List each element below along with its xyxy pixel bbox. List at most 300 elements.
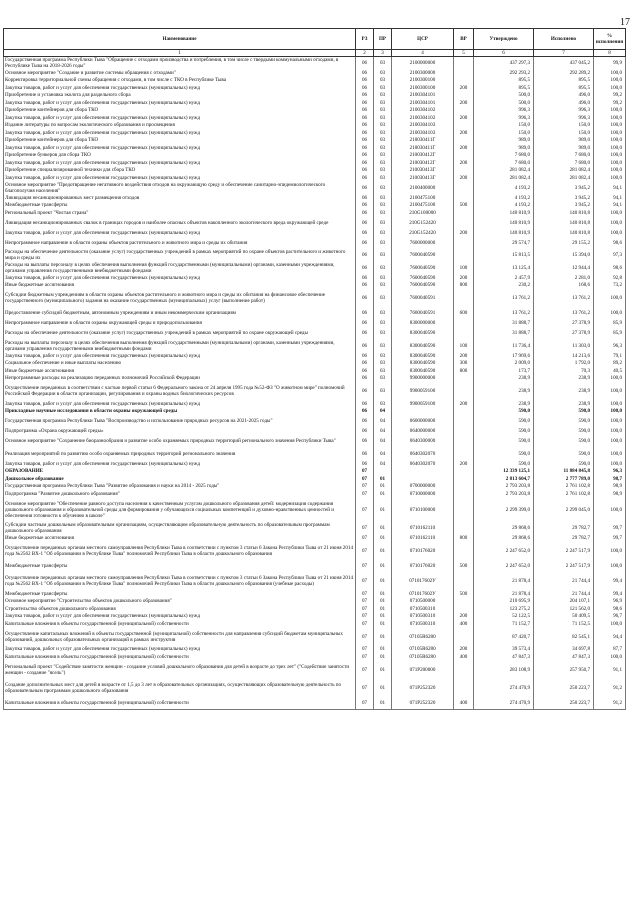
table-row	[4, 289, 626, 307]
row-name: Расходы на выплаты персоналу в целях обеспечения выполнения функций государственными (муниципальными) органами, казенными учреждениями, органами управления государственными внебюджетными фондами	[4, 340, 356, 353]
row-name: Закупка товаров, работ и услуг для обеспечения государственных (муниципальных) нужд	[4, 129, 356, 137]
row-name: Социальное обеспечение и иные выплаты населению	[4, 360, 356, 368]
table-row	[4, 498, 626, 522]
row-rz: 07	[356, 598, 374, 606]
table-row	[4, 375, 626, 383]
row-rz: 06	[356, 194, 374, 202]
row-approved: 238,9	[474, 382, 534, 400]
row-percent: 96,3	[594, 340, 626, 353]
row-pr: 01	[374, 628, 392, 646]
row-approved: 292 293,2	[474, 69, 534, 77]
row-vr: 600	[454, 307, 474, 320]
row-executed: 34 697,8	[534, 646, 594, 654]
row-pr: 01	[374, 646, 392, 654]
row-percent: 100,0	[594, 400, 626, 408]
row-pr: 03	[374, 77, 392, 85]
row-rz: 07	[356, 475, 374, 483]
row-vr	[454, 415, 474, 428]
row-executed: 281 082,4	[534, 174, 594, 182]
row-pr: 01	[374, 598, 392, 606]
table-row	[4, 194, 626, 202]
row-executed: 27 378,9	[534, 327, 594, 340]
row-approved: 4 193,2	[474, 194, 534, 202]
row-percent: 100,0	[594, 229, 626, 237]
row-rz: 07	[356, 534, 374, 542]
row-pr: 03	[374, 282, 392, 290]
row-percent: 100,0	[594, 289, 626, 307]
row-name: Субсидии частным дошкольным образовательным организациям, осуществляющим образовательную деятельность по образовательным программам дошкольного образования	[4, 522, 356, 535]
row-percent: 100,0	[594, 69, 626, 77]
row-csr: 9900000000	[392, 375, 454, 383]
row-approved: 2 009,0	[474, 360, 534, 368]
row-csr: 0710500310	[392, 620, 454, 628]
row-csr: 7600040590	[392, 274, 454, 282]
col-number: 5	[454, 50, 474, 57]
row-csr: 210G100000	[392, 209, 454, 217]
row-name: Закупка товаров, работ и услуг для обеспечения государственных (муниципальных) нужд	[4, 646, 356, 654]
row-percent: 97,3	[594, 249, 626, 262]
row-vr: 100	[454, 262, 474, 275]
row-pr: 01	[374, 483, 392, 491]
row-percent: 98,6	[594, 605, 626, 613]
row-pr: 03	[374, 202, 392, 210]
table-row	[4, 152, 626, 160]
row-csr: 0710162110	[392, 522, 454, 535]
row-approved: 230,2	[474, 282, 534, 290]
row-pr: 03	[374, 107, 392, 115]
row-approved: 31 888,7	[474, 327, 534, 340]
row-percent: 100,0	[594, 408, 626, 416]
row-vr: 800	[454, 534, 474, 542]
row-rz: 06	[356, 448, 374, 461]
row-csr: 0640302070	[392, 448, 454, 461]
row-percent: 98,7	[594, 475, 626, 483]
row-approved: 140 810,9	[474, 217, 534, 230]
row-name: Иные бюджетные ассигнования	[4, 367, 356, 375]
row-approved: 12 339 125,1	[474, 468, 534, 476]
row-percent: 100,0	[594, 653, 626, 661]
row-vr	[454, 490, 474, 498]
table-header-row	[4, 29, 626, 50]
row-vr	[454, 182, 474, 195]
row-rz: 06	[356, 262, 374, 275]
row-vr	[454, 572, 474, 590]
table-row	[4, 159, 626, 167]
row-csr: 0710500310	[392, 613, 454, 621]
row-rz: 06	[356, 360, 374, 368]
row-name: Межбюджетные трансферты	[4, 560, 356, 573]
row-vr	[454, 542, 474, 560]
table-row	[4, 661, 626, 679]
row-vr: 400	[454, 697, 474, 710]
row-vr: 200	[454, 229, 474, 237]
row-csr: 071P252320	[392, 679, 454, 697]
row-vr	[454, 194, 474, 202]
row-percent: 85,9	[594, 327, 626, 340]
row-pr: 03	[374, 122, 392, 130]
row-pr: 03	[374, 152, 392, 160]
row-percent: 98,6	[594, 262, 626, 275]
table-row	[4, 99, 626, 107]
row-pr: 03	[374, 167, 392, 175]
row-vr: 200	[454, 129, 474, 137]
row-approved: 13 761,2	[474, 307, 534, 320]
row-approved: 140 810,9	[474, 229, 534, 237]
row-name: Ликвидация несанкционированных свалок в границах городов и наиболее опасных объектов накопленного экологического вреда окружающей среде	[4, 217, 356, 230]
row-executed: 14 213,6	[534, 352, 594, 360]
row-csr: 0710100000	[392, 498, 454, 522]
row-percent: 73,2	[594, 282, 626, 290]
row-name: Непрограммное направление в области охраны окружающей среды и природопользования	[4, 320, 356, 328]
row-percent: 100,0	[594, 217, 626, 230]
col-header-rz: РЗ	[356, 29, 374, 50]
row-vr: 200	[454, 174, 474, 182]
table-row	[4, 483, 626, 491]
row-pr: 03	[374, 84, 392, 92]
row-rz: 07	[356, 483, 374, 491]
row-rz: 06	[356, 114, 374, 122]
row-approved: 996,3	[474, 114, 534, 122]
row-executed: 29 155,2	[534, 237, 594, 250]
row-approved: 7 680,0	[474, 159, 534, 167]
row-rz: 07	[356, 590, 374, 598]
row-vr: 800	[454, 367, 474, 375]
row-executed: 2 777 789,0	[534, 475, 594, 483]
row-approved: 590,0	[474, 448, 534, 461]
row-name: Иные бюджетные ассигнования	[4, 282, 356, 290]
row-executed: 292 289,2	[534, 69, 594, 77]
row-name: Приобретение контейнеров для сбора ТКО	[4, 107, 356, 115]
row-pr: 01	[374, 475, 392, 483]
row-rz: 06	[356, 289, 374, 307]
row-percent: 98,6	[594, 237, 626, 250]
row-executed: 496,0	[534, 92, 594, 100]
row-csr: 2100304103	[392, 129, 454, 137]
row-executed: 7 680,0	[534, 152, 594, 160]
row-csr: 2100304101	[392, 99, 454, 107]
row-rz: 06	[356, 282, 374, 290]
row-pr: 03	[374, 340, 392, 353]
table-row	[4, 202, 626, 210]
row-executed: 50 409,5	[534, 613, 594, 621]
row-csr: 071P200000	[392, 661, 454, 679]
table-row	[4, 249, 626, 262]
row-vr	[454, 448, 474, 461]
row-approved: 2 457,9	[474, 274, 534, 282]
row-executed: 257 950,7	[534, 661, 594, 679]
row-rz: 06	[356, 340, 374, 353]
row-percent: 100,0	[594, 498, 626, 522]
row-approved: 2 299 399,0	[474, 498, 534, 522]
row-pr: 01	[374, 613, 392, 621]
table-row	[4, 490, 626, 498]
row-executed: 895,5	[534, 84, 594, 92]
row-pr: 03	[374, 69, 392, 77]
row-rz: 06	[356, 375, 374, 383]
row-rz: 06	[356, 167, 374, 175]
table-row	[4, 598, 626, 606]
table-row	[4, 114, 626, 122]
table-row	[4, 320, 626, 328]
row-rz: 06	[356, 435, 374, 448]
row-approved: 71 152,7	[474, 620, 534, 628]
row-approved: 2 793 203,8	[474, 483, 534, 491]
table-row	[4, 327, 626, 340]
row-percent: 100,0	[594, 209, 626, 217]
row-pr: 01	[374, 679, 392, 697]
row-approved: 29 868,6	[474, 534, 534, 542]
row-pr: 04	[374, 448, 392, 461]
row-executed: 47 847,3	[534, 653, 594, 661]
row-vr	[454, 167, 474, 175]
row-vr	[454, 522, 474, 535]
row-pr: 03	[374, 194, 392, 202]
row-csr: 0640000000	[392, 428, 454, 436]
row-percent: 100,0	[594, 137, 626, 145]
row-vr	[454, 408, 474, 416]
row-pr: 03	[374, 129, 392, 137]
row-percent: 100,0	[594, 307, 626, 320]
row-vr	[454, 598, 474, 606]
row-csr: 2100304101	[392, 92, 454, 100]
row-percent: 99,2	[594, 92, 626, 100]
row-csr: 7600040590	[392, 282, 454, 290]
row-name: Непрограммное направление в области охраны объектов растительного и животного мира и среды их обитания	[4, 237, 356, 250]
row-vr	[454, 107, 474, 115]
row-name: Закупка товаров, работ и услуг для обеспечения государственных (муниципальных) нужд	[4, 144, 356, 152]
row-percent: 99,4	[594, 590, 626, 598]
row-vr	[454, 237, 474, 250]
row-percent: 85,9	[594, 320, 626, 328]
row-name: Капитальные вложения в объекты государственной (муниципальной) собственности	[4, 697, 356, 710]
row-executed: 29 782,7	[534, 522, 594, 535]
row-vr	[454, 435, 474, 448]
row-executed: 13 761,2	[534, 289, 594, 307]
row-pr: 03	[374, 382, 392, 400]
row-rz: 07	[356, 697, 374, 710]
table-row	[4, 653, 626, 661]
row-pr: 03	[374, 400, 392, 408]
row-executed: 21 744,4	[534, 572, 594, 590]
row-csr	[392, 468, 454, 476]
row-percent: 79,1	[594, 352, 626, 360]
row-csr: 0710500000	[392, 598, 454, 606]
row-csr: 0700000000	[392, 483, 454, 491]
row-csr	[392, 475, 454, 483]
row-csr: 0640302070	[392, 460, 454, 468]
row-name: Издание литературы по вопросам экологического образования и просвещения	[4, 122, 356, 130]
row-executed: 250 223,7	[534, 697, 594, 710]
row-executed: 12 944,4	[534, 262, 594, 275]
row-rz: 06	[356, 122, 374, 130]
table-row	[4, 590, 626, 598]
row-rz: 07	[356, 661, 374, 679]
row-rz: 06	[356, 107, 374, 115]
row-executed: 3 945,2	[534, 182, 594, 195]
row-executed: 590,0	[534, 435, 594, 448]
row-pr: 03	[374, 274, 392, 282]
row-pr: 03	[374, 144, 392, 152]
row-csr: 0710162110	[392, 534, 454, 542]
row-csr: 2100475100	[392, 202, 454, 210]
row-pr: 04	[374, 415, 392, 428]
table-row	[4, 679, 626, 697]
col-header-name: Наименование	[4, 29, 356, 50]
row-executed: 2 299 045,0	[534, 498, 594, 522]
row-executed: 3 945,2	[534, 202, 594, 210]
row-name: Реализация мероприятий по развитию особо охраняемых природных территорий регионального значения	[4, 448, 356, 461]
row-percent: 100,0	[594, 107, 626, 115]
col-number: 3	[374, 50, 392, 57]
table-row	[4, 237, 626, 250]
row-percent: 100,0	[594, 375, 626, 383]
row-rz: 07	[356, 613, 374, 621]
row-approved: 150,0	[474, 129, 534, 137]
row-csr: 07105R6280	[392, 646, 454, 654]
table-row	[4, 77, 626, 85]
row-name: Региональный проект "Содействие занятости женщин - создание условий дошкольного образования для детей в возрасте до трех лет" ("Содействие занятости женщин - создание "ясель")	[4, 661, 356, 679]
row-pr: 03	[374, 137, 392, 145]
row-approved: 39 573,4	[474, 646, 534, 654]
row-vr	[454, 428, 474, 436]
row-name: Закупка товаров, работ и услуг для обеспечения государственных (муниципальных) нужд	[4, 274, 356, 282]
row-csr: 2100300100	[392, 84, 454, 92]
row-csr: 8300040590	[392, 352, 454, 360]
row-executed: 21 744,4	[534, 590, 594, 598]
row-pr: 03	[374, 360, 392, 368]
row-percent: 87,7	[594, 646, 626, 654]
row-pr: 03	[374, 367, 392, 375]
row-vr	[454, 320, 474, 328]
row-approved: 15 813,5	[474, 249, 534, 262]
row-csr: 7600040590	[392, 249, 454, 262]
row-csr: 07105R6280	[392, 653, 454, 661]
row-executed: 140 810,8	[534, 217, 594, 230]
table-row	[4, 468, 626, 476]
row-percent: 99,7	[594, 522, 626, 535]
row-pr: 04	[374, 408, 392, 416]
row-approved: 274 470,9	[474, 679, 534, 697]
row-executed: 590,0	[534, 408, 594, 416]
row-approved: 500,0	[474, 99, 534, 107]
row-rz: 06	[356, 249, 374, 262]
row-percent: 100,0	[594, 144, 626, 152]
row-csr: 9900059100	[392, 382, 454, 400]
row-vr	[454, 327, 474, 340]
row-approved: 123 275,2	[474, 605, 534, 613]
row-percent: 100,0	[594, 174, 626, 182]
row-approved: 2 247 652,0	[474, 560, 534, 573]
table-row	[4, 57, 626, 70]
row-approved: 274 470,9	[474, 697, 534, 710]
row-percent: 100,0	[594, 435, 626, 448]
table-row	[4, 460, 626, 468]
row-vr	[454, 475, 474, 483]
row-name: Приобретение и установка эколота для раздельного сбора	[4, 92, 356, 100]
table-row	[4, 367, 626, 375]
row-csr: 9900059100	[392, 400, 454, 408]
row-vr: 200	[454, 274, 474, 282]
row-name: Государственная программа Республики Тыва "Развитие образования и науки на 2014 - 2025 годы"	[4, 483, 356, 491]
row-rz: 06	[356, 159, 374, 167]
row-rz: 06	[356, 202, 374, 210]
col-header-percent: % исполнения	[594, 29, 626, 50]
row-vr	[454, 137, 474, 145]
row-rz: 06	[356, 137, 374, 145]
row-executed: 590,0	[534, 415, 594, 428]
table-row	[4, 262, 626, 275]
row-approved: 210 695,9	[474, 598, 534, 606]
table-row	[4, 352, 626, 360]
row-approved: 996,3	[474, 107, 534, 115]
table-row	[4, 408, 626, 416]
row-vr	[454, 217, 474, 230]
table-row	[4, 340, 626, 353]
table-row	[4, 382, 626, 400]
row-percent: 96,7	[594, 613, 626, 621]
row-vr: 200	[454, 613, 474, 621]
row-csr: 8300040590	[392, 360, 454, 368]
row-name: Основное мероприятие "Сохранение биоразнообразия и развитие особо охраняемых природных территорий регионального значения Республики Тыва"	[4, 435, 356, 448]
row-rz: 06	[356, 84, 374, 92]
col-number: 4	[392, 50, 454, 57]
row-rz: 06	[356, 274, 374, 282]
row-percent: 96,3	[594, 468, 626, 476]
row-csr: 2100304103	[392, 122, 454, 130]
col-number: 2	[356, 50, 374, 57]
table-row	[4, 182, 626, 195]
row-rz: 07	[356, 628, 374, 646]
row-percent: 94,1	[594, 182, 626, 195]
row-csr: 7600040591	[392, 289, 454, 307]
row-executed: 204 107,1	[534, 598, 594, 606]
row-approved: 590,0	[474, 428, 534, 436]
row-percent: 100,0	[594, 122, 626, 130]
table-row	[4, 534, 626, 542]
row-rz: 06	[356, 352, 374, 360]
row-executed: 989,0	[534, 137, 594, 145]
row-name: Закупка товаров, работ и услуг для обеспечения государственных (муниципальных) нужд	[4, 352, 356, 360]
row-executed: 496,0	[534, 99, 594, 107]
row-percent: 94,1	[594, 194, 626, 202]
row-percent: 91,2	[594, 679, 626, 697]
table-row	[4, 542, 626, 560]
row-pr: 01	[374, 605, 392, 613]
row-executed: 150,0	[534, 122, 594, 130]
row-rz: 07	[356, 522, 374, 535]
table-row	[4, 69, 626, 77]
row-executed: 70,3	[534, 367, 594, 375]
row-name: Непрограммные расходы на реализацию переданных полномочий Российской Федерации	[4, 375, 356, 383]
row-name: Основное мероприятие "Предотвращение негативного воздействия отходов на окружающую среду и обеспечение санитарно-эпидемиологического благополучия населения"	[4, 182, 356, 195]
table-row	[4, 307, 626, 320]
row-csr: 071017602У	[392, 590, 454, 598]
row-percent: 100,0	[594, 428, 626, 436]
row-percent: 99,9	[594, 57, 626, 70]
row-name: Осуществление переданных органам местного самоуправления Республики Тыва в соответствии с пунктом 3 статьи 6 Закона Республики Тыва от 21 июня 2014 года №2562 ВХ-1 "Об образовании в Республике Тыва" полномочий Республики Тыва в области дошкольного образования (учебные расходы)	[4, 572, 356, 590]
row-name: Капитальные вложения в объекты государственной (муниципальной) собственности	[4, 620, 356, 628]
budget-table	[3, 28, 626, 710]
row-vr	[454, 77, 474, 85]
row-rz: 07	[356, 490, 374, 498]
row-name: Расходы на выплаты персоналу в целях обеспечения выполнения функций государственными (муниципальными) органами, казенными учреждениями, органами управления государственными внебюджетными фондами	[4, 262, 356, 275]
row-percent: 100,0	[594, 77, 626, 85]
row-approved: 31 888,7	[474, 320, 534, 328]
row-percent: 100,0	[594, 560, 626, 573]
row-percent: 100,0	[594, 415, 626, 428]
row-executed: 2 247 517,9	[534, 542, 594, 560]
row-csr: 2100300100	[392, 77, 454, 85]
